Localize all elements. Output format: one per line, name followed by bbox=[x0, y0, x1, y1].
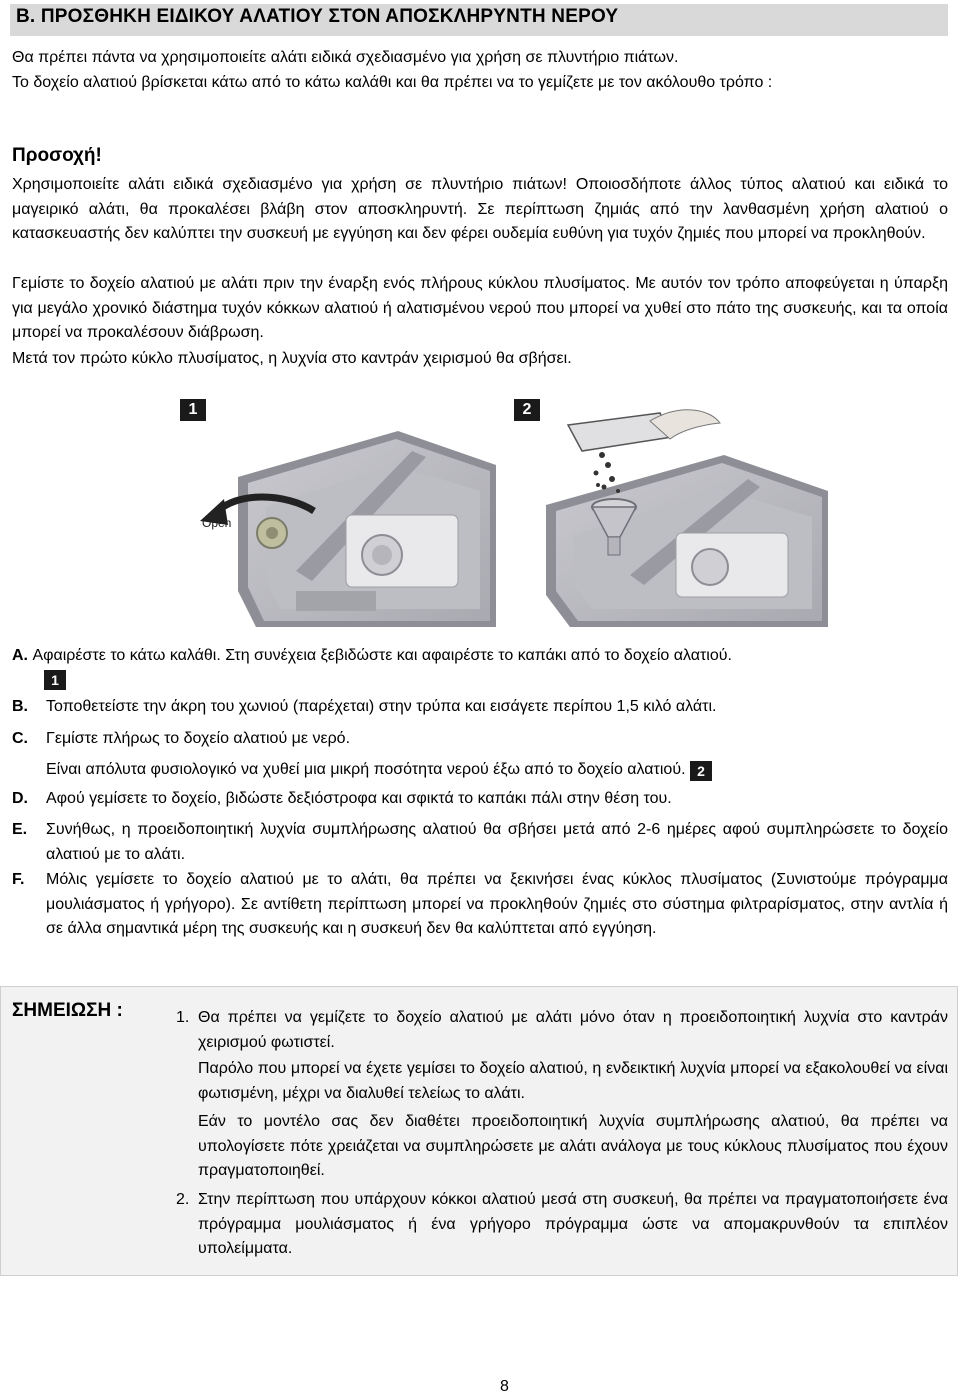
step-b-text: Τοποθετείστε την άκρη του χωνιού (παρέχεται) στην τρύπα και εισάγετε περίπου 1,5 κιλό αλάτι. bbox=[46, 698, 717, 715]
figure-2 bbox=[510, 395, 828, 627]
figure-1-number: 1 bbox=[180, 399, 206, 421]
note-label: ΣΗΜΕΙΩΣΗ : bbox=[12, 1000, 123, 1021]
step-f bbox=[12, 868, 948, 942]
step-c-subtext: Είναι απόλυτα φυσιολογικό να χυθεί μια μικρή ποσότητα νερού έξω από το δοχείο αλατιού. bbox=[46, 761, 686, 778]
step-a-text: Αφαιρέστε το κάτω καλάθι. Στη συνέχεια ξεβιδώστε και αφαιρέστε το καπάκι από το δοχείο αλατιού. bbox=[32, 647, 732, 664]
page-number: 8 bbox=[500, 1378, 509, 1395]
step-e bbox=[12, 818, 948, 867]
note-1-paragraph-2: Παρόλο που μπορεί να έχετε γεμίσει το δοχείο αλατιού, η ενδεικτική λυχνία μπορεί να εξακολουθεί να είναι φωτισμένη, μέχρι να διαλυθεί τελείως το αλάτι. bbox=[198, 1060, 948, 1102]
step-a-figure-ref: 1 bbox=[44, 670, 66, 690]
dishwasher-salt-funnel-illustration bbox=[510, 395, 828, 627]
step-c-text: Γεμίστε πλήρως το δοχείο αλατιού με νερό. bbox=[46, 730, 351, 747]
step-c-label: C. bbox=[12, 730, 28, 747]
note-1-paragraph-3: Εάν το μοντέλο σας δεν διαθέτει προειδοποιητική λυχνία συμπλήρωσης αλατιού, θα πρέπει να υπολογίσετε πότε χρειάζεται να συμπληρώσετε με αλάτι ανάλογα με τους κύκλους πλυσίματος που έχουν πραγματοποιηθεί. bbox=[198, 1113, 948, 1179]
step-e-label: E. bbox=[12, 821, 28, 838]
figure-2-number: 2 bbox=[514, 399, 540, 421]
note-2-number: 2. bbox=[176, 1191, 190, 1208]
step-d-text: Αφού γεμίσετε το δοχείο, βιδώστε δεξιόστροφα και σφικτά το καπάκι πάλι στην θέση του. bbox=[46, 790, 672, 807]
figure-1-open-label: Open bbox=[202, 516, 232, 530]
warning-paragraph-1: Χρησιμοποιείτε αλάτι ειδικά σχεδιασμένο για χρήση σε πλυντήριο πιάτων! Οποιοσδήποτε άλλος τύπος αλατιού και ειδικά το μαγειρικό αλάτι, θα προκαλέσει βλάβη στον αποσκληρυντή. Σε περίπτωση ζημιάς από την λανθασμένη χρήση αλατιού ο κατασκευαστής δεν καλύπτει την συσκευή με εγγύηση και δεν φέρει ουδεμία ευθύνη για τυχόν ζημιές που μπορεί να προκληθούν. bbox=[12, 176, 948, 242]
step-c-sub bbox=[46, 758, 946, 783]
figure-1 bbox=[176, 395, 496, 627]
intro-line-1: Θα πρέπει πάντα να χρησιμοποιείτε αλάτι ειδικά σχεδιασμένο για χρήση σε πλυντήριο πιάτων. bbox=[12, 49, 679, 66]
step-f-label: F. bbox=[12, 871, 25, 888]
step-c bbox=[12, 727, 948, 752]
step-d-label: D. bbox=[12, 790, 28, 807]
warning-title: Προσοχή! bbox=[12, 145, 102, 166]
intro-line-2: Το δοχείο αλατιού βρίσκεται κάτω από το κάτω καλάθι και θα πρέπει να το γεμίζετε με τον ακόλουθο τρόπο : bbox=[12, 74, 773, 91]
dishwasher-bottom-open-cap-illustration bbox=[176, 395, 496, 627]
section-title: B. ΠΡΟΣΘΗΚΗ ΕΙΔΙΚΟΥ ΑΛΑΤΙΟΥ ΣΤΟΝ ΑΠΟΣΚΛΗΡΥΝΤΗ ΝΕΡΟΥ bbox=[16, 6, 619, 27]
step-c-figure-ref: 2 bbox=[690, 761, 712, 781]
step-b bbox=[12, 695, 948, 720]
step-e-text: Συνήθως, η προειδοποιητική λυχνία συμπλήρωσης αλατιού θα σβήσει μετά από 2-6 ημέρες αφού συμπληρώσετε το δοχείο αλατιού με το αλάτι. bbox=[46, 821, 948, 863]
step-d bbox=[12, 787, 948, 812]
step-a-label: A. bbox=[12, 647, 28, 664]
step-a bbox=[12, 644, 948, 669]
note-1-text: Θα πρέπει να γεμίζετε το δοχείο αλατιού με αλάτι μόνο όταν η προειδοποιητική λυχνία στο καντράν χειρισμού φωτιστεί. bbox=[198, 1009, 948, 1051]
warning-paragraph-3: Μετά τον πρώτο κύκλο πλυσίματος, η λυχνία στο καντράν χειρισμού θα σβήσει. bbox=[12, 350, 572, 367]
warning-paragraph-2: Γεμίστε το δοχείο αλατιού με αλάτι πριν την έναρξη ενός πλήρους κύκλου πλυσίματος. Με αυτόν τον τρόπο αποφεύγεται η ύπαρξη για μεγάλο χρονικό διάστημα τυχόν κόκκων αλατιού ή αλατισμένου νερού που μπορεί να χυθεί στο πάτο της συσκευής, και τα οποία μπορεί να προκαλέσουν διάβρωση. bbox=[12, 275, 948, 341]
step-f-text: Μόλις γεμίσετε το δοχείο αλατιού με το αλάτι, θα πρέπει να ξεκινήσει ένας κύκλος πλυσίματος (Συνιστούμε πρόγραμμα μουλιάσματος ή γρήγορο). Σε αντίθετη περίπτωση μπορεί να προκληθούν ζημιές στο σύστημα φιλτραρίσματος, στην αντλία ή σε άλλα σημαντικά μέρη της συσκευής και η συσκευή δεν θα καλύπτεται από εγγύηση. bbox=[46, 871, 948, 937]
note-2-text: Στην περίπτωση που υπάρχουν κόκκοι αλατιού μεσά στη συσκευή, θα πρέπει να πραγματοποιήσετε ένα πρόγραμμα μουλιάσματος ή ένα γρήγορο πρόγραμμα ώστε να απομακρυνθούν τα επιπλέον υπολείμματα. bbox=[198, 1191, 948, 1257]
step-b-label: B. bbox=[12, 698, 28, 715]
note-1-number: 1. bbox=[176, 1009, 190, 1026]
